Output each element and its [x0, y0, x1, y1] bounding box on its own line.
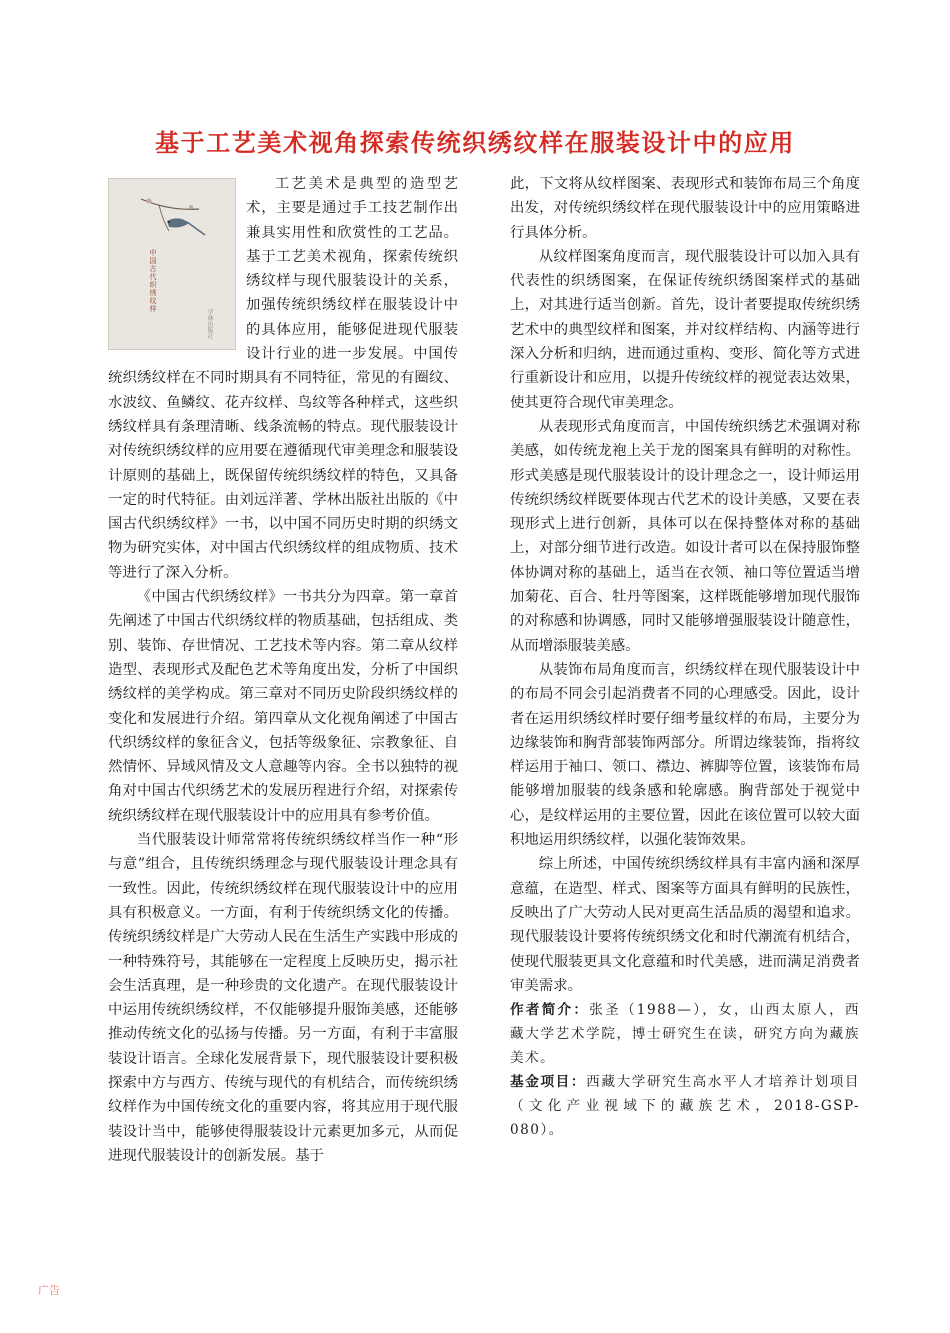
bird-illustration: [139, 191, 209, 251]
author-text: 张圣（1988—），女，山西太原人，西藏大学艺术学院，博士研究生在读，研究方向为藏族美术。: [510, 1002, 861, 1067]
right-paragraph-1: 此，下文将从纹样图案、表现形式和装饰布局三个角度出发，对传统织绣纹样在现代服装设计中的应用策略进行具体分析。: [510, 176, 860, 241]
left-paragraph-2: 《中国古代织绣纹样》一书共分为四章。第一章首先阐述了中国古代织绣纹样的物质基础，包括组成、类别、装饰、存世情况、工艺技术等内容。第二章从纹样造型、表现形式及配色艺术等角度出发，分析了中国织绣纹样的美学构成。第三章对不同历史阶段织绣纹样的变化和发展进行介绍。第四章从文化视角阐述了中国古代织绣纹样的象征含义，包括等级象征、宗教象征、自然情怀、异域风情及文人意趣等内容。全书以独特的视角对中国古代织绣艺术的发展历程进行介绍，对探索传统织绣纹样在现代服装设计中的应用具有参考价值。: [108, 589, 458, 824]
right-column: [510, 172, 860, 1142]
fund-info: [510, 1070, 860, 1142]
cover-publisher: 学林出版社: [206, 309, 213, 339]
fund-text: 西藏大学研究生高水平人才培养计划项目（文化产业视域下的藏族艺术，2018-GSP-080）。: [510, 1074, 861, 1139]
right-paragraph-5: 综上所述，中国传统织绣纹样具有丰富内涵和深厚意蕴，在造型、样式、图案等方面具有鲜明的民族性，反映出了广大劳动人民对更高生活品质的渴望和追求。现代服装设计要将传统织绣文化和时代潮流有机结合，使现代服装更具文化意蕴和时代美感，进而满足消费者审美需求。: [510, 856, 860, 994]
author-label: 作者简介：: [510, 1002, 590, 1019]
left-paragraph-3: 当代服装设计师常常将传统织绣纹样当作一种“形与意”组合，且传统织绣理念与现代服装设计理念具有一致性。因此，传统织绣纹样在现代服装设计中的应用具有积极意义。一方面，有利于传统织绣文化的传播。传统织绣纹样是广大劳动人民在生活生产实践中形成的一种特殊符号，其能够在一定程度上反映历史，揭示社会生活真理，是一种珍贵的文化遗产。在现代服装设计中运用传统织绣纹样，不仅能够提升服饰美感，还能够推动传统文化的弘扬与传播。另一方面，有利于丰富服装设计语言。全球化发展背景下，现代服装设计要积极探索中方与西方、传统与现代的有机结合，而传统织绣纹样作为中国传统文化的重要内容，将其应用于现代服装设计当中，能够使得服装设计元素更加多元，从而促进现代服装设计的创新发展。基于: [108, 832, 458, 1164]
right-paragraph-4: 从装饰布局角度而言，织绣纹样在现代服装设计中的布局不同会引起消费者不同的心理感受。因此，设计者在运用织绣纹样时要仔细考量纹样的布局，主要分为边缘装饰和胸背部装饰两部分。所谓边缘装饰，指将纹样运用于袖口、领口、襟边、裤脚等位置，该装饰布局能够增加服装的线条感和轮廓感。胸背部处于视觉中心，是纹样运用的主要位置，因此在该位置可以较大面积地运用织绣纹样，以强化装饰效果。: [510, 661, 860, 849]
right-paragraph-3: 从表现形式角度而言，中国传统织绣艺术强调对称美感，如传统龙袍上关于龙的图案具有鲜明的对称性。形式美感是现代服装设计的设计理念之一，设计师运用传统织绣纹样既要体现古代艺术的设计美感，又要在表现形式上进行创新，具体可以在保持整体对称的基础上，对部分细节进行改造。如设计者可以在保持服饰整体协调对称的基础上，适当在衣领、袖口等位置适当增加菊花、百合、牡丹等图案，这样既能够增加现代服饰的对称感和协调感，同时又能够增强服装设计随意性，从而增添服装美感。: [510, 418, 860, 654]
author-bio: [510, 998, 860, 1070]
fund-label: 基金项目：: [510, 1074, 587, 1091]
book-cover-image: [108, 178, 236, 350]
footer-ad-label: 广告: [38, 1284, 60, 1297]
cover-title: 中国古代织绣纹样: [149, 249, 157, 313]
right-paragraph-2: 从纹样图案角度而言，现代服装设计可以加入具有代表性的织绣图案，在保证传统织绣图案样式的基础上，对其进行适当创新。首先，设计者要提取传统织绣艺术中的典型纹样和图案，并对纹样结构、内涵等进行深入分析和归纳，进而通过重构、变形、简化等方式进行重新设计和应用，以提升传统纹样的视觉表达效果，使其更符合现代审美理念。: [510, 248, 860, 411]
left-paragraph-1: 工艺美术是典型的造型艺术，主要是通过手工技艺制作出兼具实用性和欣赏性的工艺品。基于工艺美术视角，探索传统织绣纹样与现代服装设计的关系，加强传统织绣纹样在服装设计中的具体应用，能够促进现代服装设计行业的进一步发展。中国传统织绣纹样在不同时期具有不同特征，常见的有圈纹、水波纹、鱼鳞纹、花卉纹样、鸟纹等各种样式，这些织绣纹样具有条理清晰、线条流畅的特点。现代服装设计对传统织绣纹样的应用要在遵循现代审美理念和服装设计原则的基础上，既保留传统织绣纹样的特色，又具备一定的时代特征。由刘远洋著、学林出版社出版的《中国古代织绣纹样》一书，以中国不同历史时期的织绣文物为研究实体，对中国古代织绣纹样的组成物质、技术等进行了深入分析。: [108, 176, 458, 581]
article-title: 基于工艺美术视角探索传统织绣纹样在服装设计中的应用: [155, 129, 795, 157]
left-column: [108, 172, 458, 1168]
